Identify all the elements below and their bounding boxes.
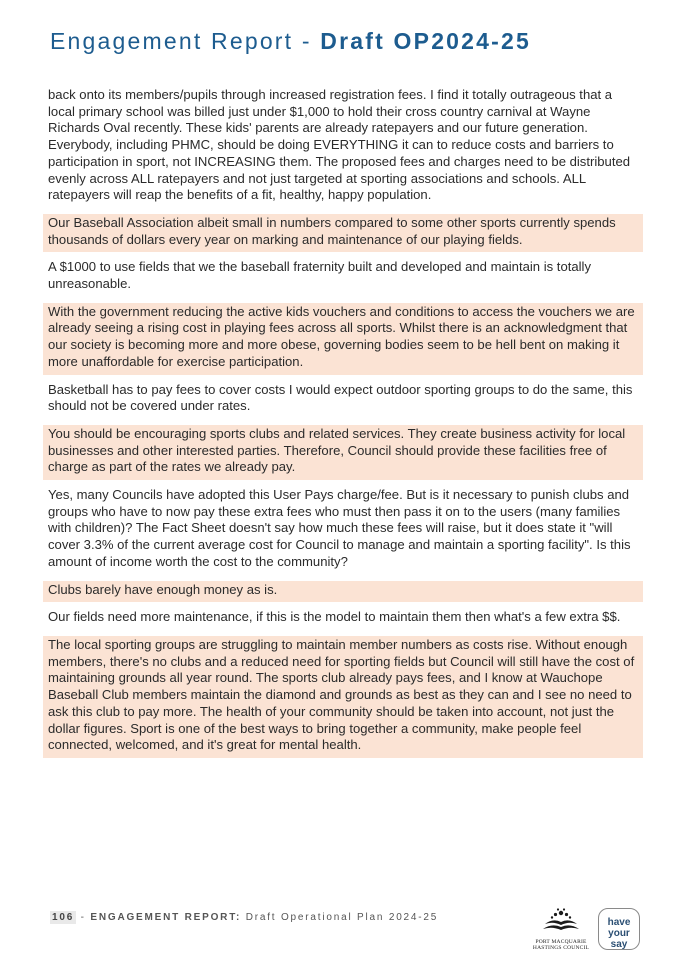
comment-block: You should be encouraging sports clubs and related services. They create business activity for local businesses and other interested parties. Therefore, Council should provide these facilities free of charge as part of the rates we already pay.: [43, 425, 643, 480]
page-footer: [50, 912, 438, 923]
comment-block: Our Baseball Association albeit small in numbers compared to some other sports currently spends thousands of dollars every year on marking and maintenance of our playing fields.: [43, 214, 643, 252]
comment-block: Our fields need more maintenance, if this is the model to maintain them then what's a few extra $$.: [48, 609, 621, 625]
comment-block: Clubs barely have enough money as is.: [43, 581, 643, 603]
comment-block: Basketball has to pay fees to cover costs I would expect outdoor sporting groups to do the same, this should not be covered under rates.: [48, 381, 633, 414]
page-number: 106: [52, 912, 75, 923]
comment-block: With the government reducing the active kids vouchers and conditions to access the vouchers we are already seeing a rising cost in playing fees across all sports. Whilst there is an acknowledgment that our society is becoming more and more obese, governing bodies seem to be hell bent on making it more unaffordable for exercise participation.: [43, 303, 643, 375]
council-logo: [530, 906, 592, 951]
badge-line-1: have: [607, 917, 631, 928]
footer-doc-title: Draft Operational Plan 2024-25: [241, 912, 439, 923]
footer-separator: -: [76, 912, 91, 923]
header-title-bold: Draft OP2024-25: [320, 28, 531, 54]
logo-line-1: PORT MACQUARIE: [535, 939, 587, 945]
comment-block: Yes, many Councils have adopted this User Pays charge/fee. But is it necessary to punish clubs and groups who have to now pay these extra fees who must then pass it on to the users (many families with children)? The Fact Sheet doesn't say how much these fees will raise, but it does state it "will cover 3.3% of the current average cost for Council to manage and maintain a sporting facility". Is this amount of income worth the cost to the community?: [48, 487, 631, 569]
comments-list: [43, 86, 643, 764]
logo-line-2: HASTINGS COUNCIL: [532, 945, 590, 951]
comment-block: The local sporting groups are struggling to maintain member numbers as costs rise. Without enough members, there's no clubs and a reduced need for sporting fields but Council will still have the cost of maintaining grounds all year round. The sports club already pays fees, and I know at Wauchope Baseball Club members maintain the diamond and grounds as best as they can and I see no need to ask this club to pay more. The health of your community should be taken into account, not just the dollar figures. Sport is one of the best ways to bring together a community, make people feel connected, welcomed, and it's great for mental health.: [43, 636, 643, 758]
comment-block: back onto its members/pupils through increased registration fees. I find it totally outrageous that a local primary school was billed just under $1,000 to hold their cross country carnival at Wayne Richards Oval recently. These kids' parents are already ratepayers and our future generation. Everybody, including PHMC, should be doing EVERYTHING it can to reduce costs and barriers to participation in sport, not INCREASING them. The proposed fees and charges need to be distributed evenly across ALL ratepayers and not just targeted at sporting associations and schools. ALL ratepayers will reap the benefits of a fit, healthy, happy population.: [48, 87, 631, 203]
badge-line-2: your say: [608, 928, 630, 950]
page-header: [50, 28, 531, 55]
have-your-say-badge: [598, 908, 640, 950]
council-logo-icon: [541, 906, 581, 934]
footer-report-label: ENGAGEMENT REPORT:: [90, 912, 242, 923]
header-title-prefix: Engagement Report -: [50, 28, 321, 54]
comment-block: A $1000 to use fields that we the baseball fraternity built and developed and maintain is totally unreasonable.: [48, 259, 592, 292]
